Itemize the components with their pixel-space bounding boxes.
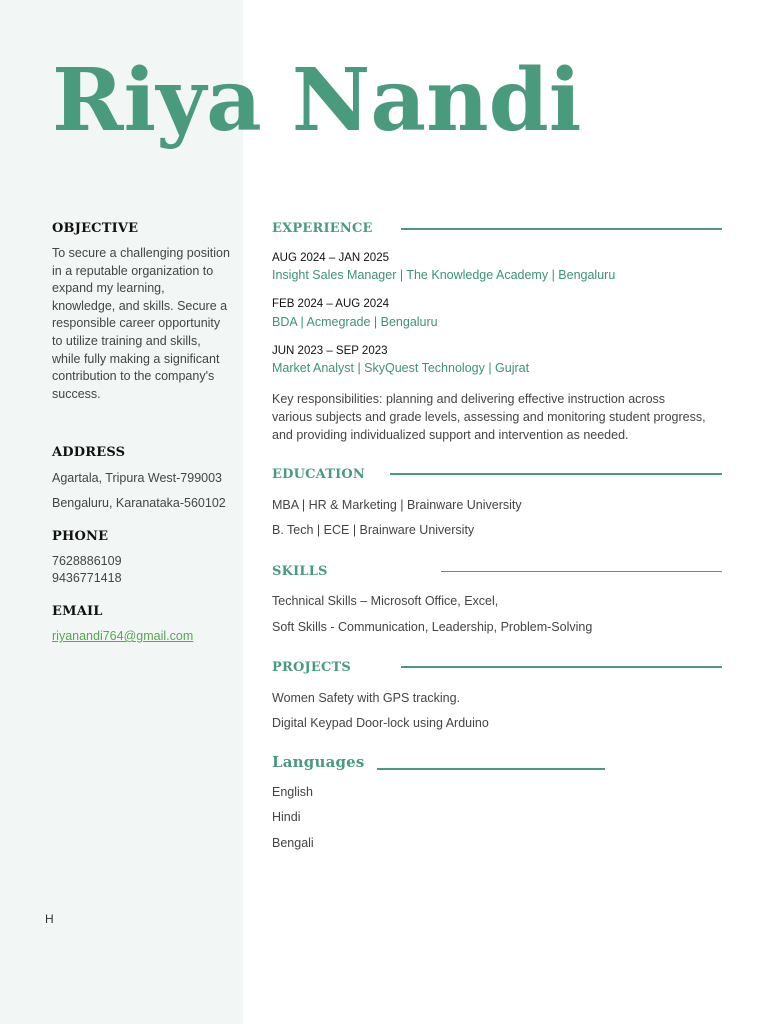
language-item: Hindi: [272, 810, 301, 824]
email-heading: EMAIL: [52, 604, 103, 619]
objective-line: in a reputable organization to: [52, 263, 214, 278]
skills-item: Soft Skills - Communication, Leadership, Problem-Solving: [272, 620, 593, 634]
phone-number-1: 7628886109: [52, 554, 122, 568]
objective-line: while fully making a significant: [52, 351, 220, 366]
languages-rule: [377, 768, 605, 770]
education-item: B. Tech | ECE | Brainware University: [272, 523, 475, 537]
projects-heading: PROJECTS: [272, 660, 351, 675]
education-item: MBA | HR & Marketing | Brainware University: [272, 498, 522, 512]
experience-heading: EXPERIENCE: [272, 221, 373, 236]
job-role: Insight Sales Manager | The Knowledge Academy | Bengaluru: [272, 268, 616, 282]
projects-item: Women Safety with GPS tracking.: [272, 691, 461, 705]
resume-name: Riya Nandi: [52, 50, 582, 151]
job-dates: JUN 2023 – SEP 2023: [272, 345, 388, 357]
objective-line: expand my learning,: [52, 281, 165, 296]
responsibilities-text: [272, 390, 732, 444]
objective-line: contribution to the company's: [52, 369, 215, 384]
job-dates: FEB 2024 – AUG 2024: [272, 298, 389, 310]
job-dates: AUG 2024 – JAN 2025: [272, 252, 389, 264]
objective-line: To secure a challenging position: [52, 246, 230, 260]
job-role: Market Analyst | SkyQuest Technology | Gujrat: [272, 361, 530, 375]
responsibilities-line: Key responsibilities: planning and delivering effective instruction across: [272, 392, 666, 406]
skills-item: Technical Skills – Microsoft Office, Excel,: [272, 594, 499, 608]
objective-line: responsible career opportunity: [52, 316, 221, 331]
address-heading: ADDRESS: [52, 445, 126, 460]
education-rule: [390, 473, 722, 475]
footer-character: H: [45, 912, 54, 926]
projects-rule: [401, 666, 722, 668]
phone-heading: PHONE: [52, 529, 109, 544]
responsibilities-line: various subjects and grade levels, assessing and monitoring student progress,: [272, 410, 706, 424]
objective-heading: OBJECTIVE: [52, 221, 139, 236]
language-item: English: [272, 785, 313, 799]
address-line-2: Bengaluru, Karanataka-560102: [52, 496, 226, 510]
skills-rule: [441, 571, 722, 572]
objective-line: to utilize training and skills,: [52, 333, 201, 348]
language-item: Bengali: [272, 836, 314, 850]
experience-rule: [401, 228, 722, 230]
skills-heading: SKILLS: [272, 564, 328, 579]
languages-heading: Languages: [272, 753, 365, 771]
responsibilities-line: and providing individualized support and intervention as needed.: [272, 428, 629, 442]
objective-text: [52, 245, 242, 403]
job-role: BDA | Acmegrade | Bengaluru: [272, 315, 438, 329]
phone-number-2: 9436771418: [52, 571, 122, 585]
address-line-1: Agartala, Tripura West-799003: [52, 471, 223, 485]
objective-line: success.: [52, 386, 101, 401]
objective-line: knowledge, and skills. Secure a: [52, 298, 228, 313]
email-link[interactable]: riyanandi764@gmail.com: [52, 629, 194, 643]
education-heading: EDUCATION: [272, 467, 366, 482]
projects-item: Digital Keypad Door-lock using Arduino: [272, 716, 489, 730]
